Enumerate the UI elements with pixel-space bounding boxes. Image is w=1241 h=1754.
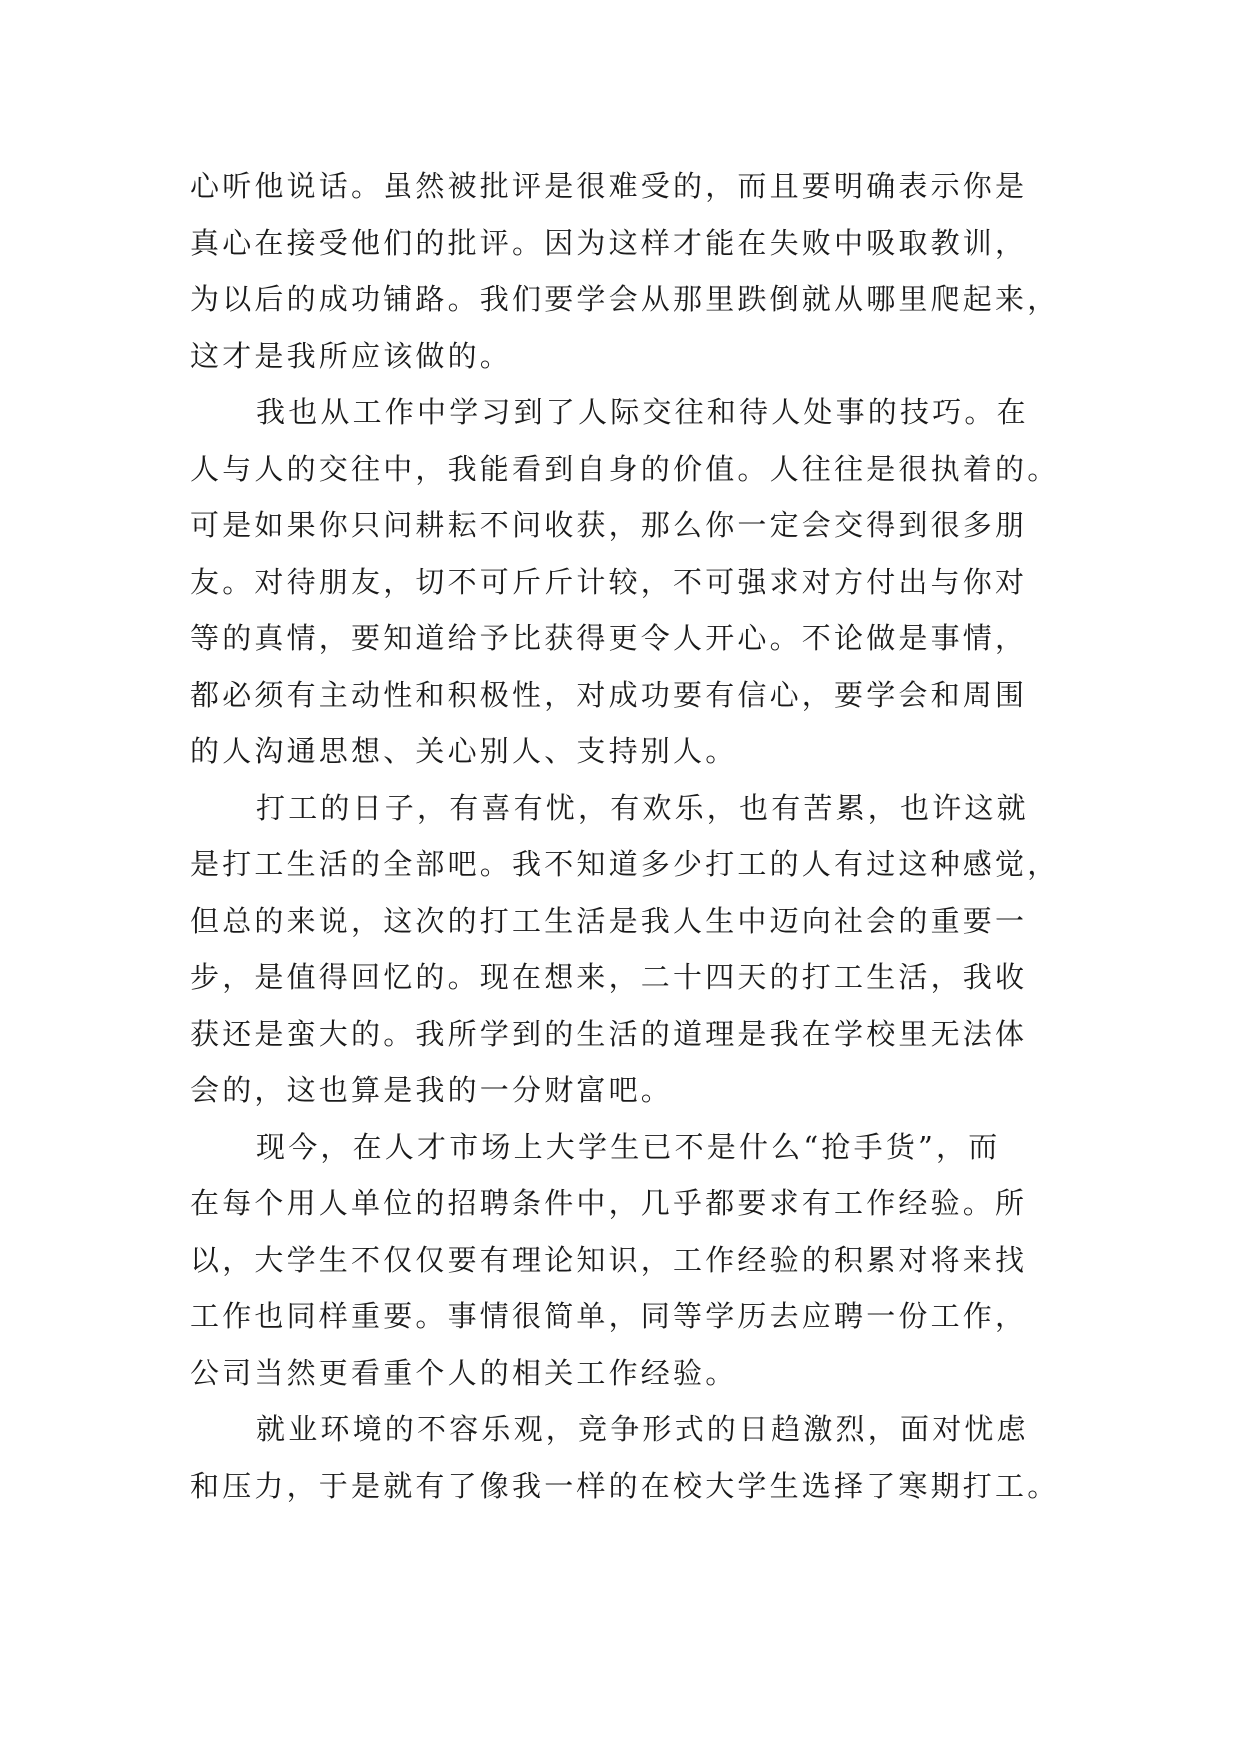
text-line: 会的，这也算是我的一分财富吧。 — [190, 1073, 674, 1107]
text-line: 公司当然更看重个人的相关工作经验。 — [190, 1355, 738, 1390]
text-line: 和压力，于是就有了像我一样的在校大学生选择了寒期打工。 — [190, 1468, 1060, 1503]
text-line: 人与人的交往中，我能看到自身的价值。人往往是很执着的。 — [190, 451, 1060, 486]
text-line: 工作也同样重要。事情很简单，同等学历去应聘一份工作， — [190, 1299, 1028, 1333]
text-line: 现今，在人才市场上大学生已不是什么“抢手货”，而 — [256, 1129, 1001, 1164]
text-line: 这才是我所应该做的。 — [190, 338, 513, 373]
text-line: 为以后的成功铺路。我们要学会从那里跌倒就从哪里爬起来， — [190, 282, 1060, 316]
text-line: 就业环境的不容乐观，竞争形式的日趋激烈，面对忧虑 — [256, 1412, 1029, 1446]
text-line: 步，是值得回忆的。现在想来，二十四天的打工生活，我收 — [190, 960, 1028, 994]
text-line: 可是如果你只问耕耘不问收获，那么你一定会交得到很多朋 — [190, 508, 1028, 542]
text-line: 心听他说话。虽然被批评是很难受的，而且要明确表示你是 — [190, 169, 1028, 203]
text-line: 以，大学生不仅仅要有理论知识，工作经验的积累对将来找 — [190, 1242, 1028, 1277]
text-line: 友。对待朋友，切不可斤斤计较，不可强求对方付出与你对 — [190, 564, 1028, 599]
text-line: 是打工生活的全部吧。我不知道多少打工的人有过这种感觉， — [190, 847, 1060, 881]
text-line: 但总的来说，这次的打工生活是我人生中迈向社会的重要一 — [190, 903, 1028, 938]
text-line: 都必须有主动性和积极性，对成功要有信心，要学会和周围 — [190, 677, 1028, 712]
text-line: 我也从工作中学习到了人际交往和待人处事的技巧。在 — [256, 395, 1029, 429]
text-line: 的人沟通思想、关心别人、支持别人。 — [190, 734, 738, 768]
text-line: 真心在接受他们的批评。因为这样才能在失败中吸取教训， — [190, 225, 1028, 260]
document-body — [190, 158, 1070, 1514]
text-line: 打工的日子，有喜有忧，有欢乐，也有苦累，也许这就 — [256, 790, 1029, 825]
text-line: 在每个用人单位的招聘条件中，几乎都要求有工作经验。所 — [190, 1186, 1028, 1220]
text-line: 获还是蛮大的。我所学到的生活的道理是我在学校里无法体 — [190, 1016, 1028, 1051]
text-line: 等的真情，要知道给予比获得更令人开心。不论做是事情， — [190, 621, 1028, 655]
